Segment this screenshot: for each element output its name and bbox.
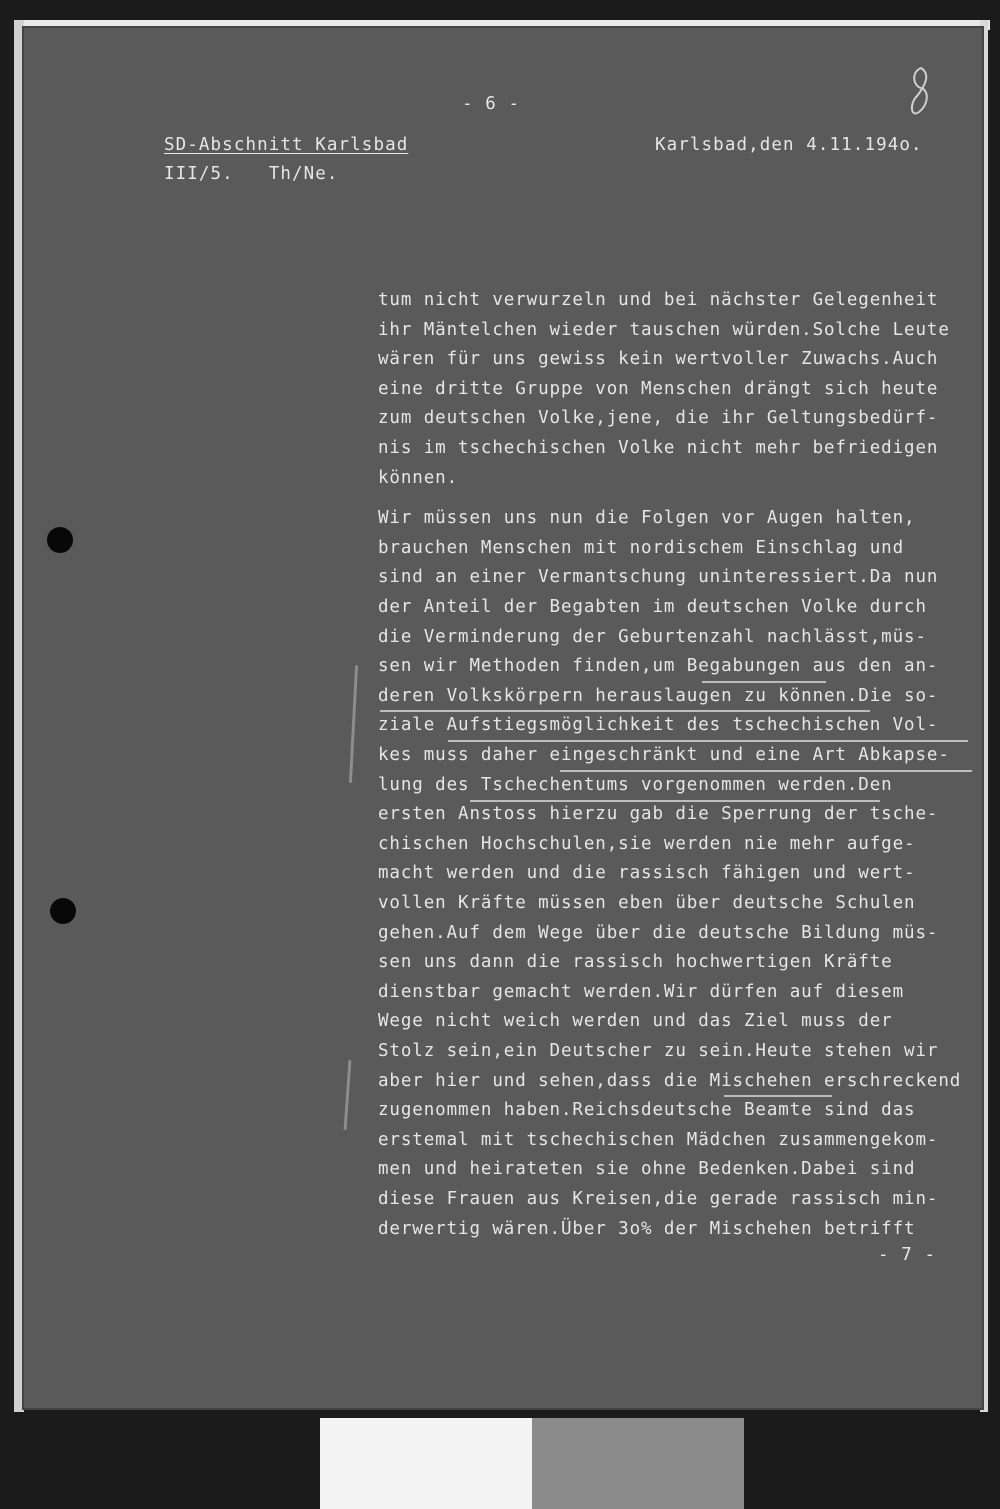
body-line: erstemal mit tschechischen Mädchen zusammengekom- <box>378 1129 939 1150</box>
body-line: Stolz sein,ein Deutscher zu sein.Heute stehen wir <box>378 1041 939 1061</box>
body-line: sen uns dann die rassisch hochwertigen Kräfte <box>378 952 893 973</box>
body-line: deren Volkskörpern herauslaugen zu können.Die so- <box>378 685 939 706</box>
next-page-number: - 7 - <box>878 1245 937 1265</box>
page-number: - 6 - <box>462 94 521 114</box>
body-line: chischen Hochschulen,sie werden nie mehr aufge- <box>378 833 916 854</box>
place-and-date: Karlsbad,den 4.11.194o. <box>655 135 923 155</box>
underline-mischehen <box>724 1095 832 1097</box>
body-line: derwertig wären.Über 3o% der Mischehen betrifft <box>378 1218 916 1239</box>
body-line: ersten Anstoss hierzu gab die Sperrung der tsche- <box>378 804 939 825</box>
body-line: Wege nicht weich werden und das Ziel muss der <box>378 1011 893 1032</box>
body-line: aber hier und sehen,dass die Mischehen erschreckend <box>378 1070 962 1091</box>
body-line: brauchen Menschen mit nordischem Einschlag und <box>378 537 905 558</box>
underline-begabungen <box>702 681 826 683</box>
body-line: zum deutschen Volke,jene, die ihr Geltungsbedürf- <box>378 408 939 429</box>
body-line: lung des Tschechentums vorgenommen werden.Den <box>378 774 893 795</box>
underline-volkskoerpern <box>380 710 870 712</box>
body-line: tum nicht verwurzeln und bei nächster Gelegenheit <box>378 290 939 310</box>
reference-code: III/5. Th/Ne. <box>164 164 339 184</box>
body-line: können. <box>378 467 459 488</box>
body-line: kes muss daher eingeschränkt und eine Art Abkapse- <box>378 745 950 765</box>
body-line: macht werden und die rassisch fähigen und wert- <box>378 863 916 884</box>
body-line: vollen Kräfte müssen eben über deutsche Schulen <box>378 893 916 913</box>
underline-aufstieg <box>448 740 968 742</box>
body-line: Wir müssen uns nun die Folgen vor Augen halten, <box>378 508 916 529</box>
body-line: diese Frauen aus Kreisen,die gerade rassisch min- <box>378 1189 939 1209</box>
underline-tschechentum <box>470 800 880 802</box>
body-line: eine dritte Gruppe von Menschen drängt sich heute <box>378 378 939 399</box>
punch-hole-lower <box>50 898 76 924</box>
body-line: men und heirateten sie ohne Bedenken.Dabei sind <box>378 1159 916 1180</box>
calibration-swatch-grey <box>532 1418 744 1509</box>
body-line: zugenommen haben.Reichsdeutsche Beamte sind das <box>378 1100 916 1121</box>
body-line: nis im tschechischen Volke nicht mehr befriedigen <box>378 438 939 458</box>
underline-eingeschraenkt <box>560 770 972 772</box>
body-line: sen wir Methoden finden,um Begabungen aus den an- <box>378 656 939 677</box>
body-line: der Anteil der Begabten im deutschen Volke durch <box>378 597 927 617</box>
handwritten-page-mark-icon <box>905 64 933 124</box>
body-line: sind an einer Vermantschung uninteressiert.Da nun <box>378 567 939 588</box>
body-line: gehen.Auf dem Wege über die deutsche Bildung müs- <box>378 922 939 943</box>
body-line: ziale Aufstiegsmöglichkeit des tschechischen Vol- <box>378 715 939 736</box>
body-line: ihr Mäntelchen wieder tauschen würden.Solche Leute <box>378 319 950 340</box>
office-name: SD-Abschnitt Karlsbad <box>164 135 409 155</box>
body-line: dienstbar gemacht werden.Wir dürfen auf diesem <box>378 981 905 1002</box>
body-line: wären für uns gewiss kein wertvoller Zuwachs.Auch <box>378 349 939 370</box>
punch-hole-upper <box>47 527 73 553</box>
body-line: die Verminderung der Geburtenzahl nachlässt,müs- <box>378 626 927 647</box>
calibration-swatch-white <box>320 1418 532 1509</box>
